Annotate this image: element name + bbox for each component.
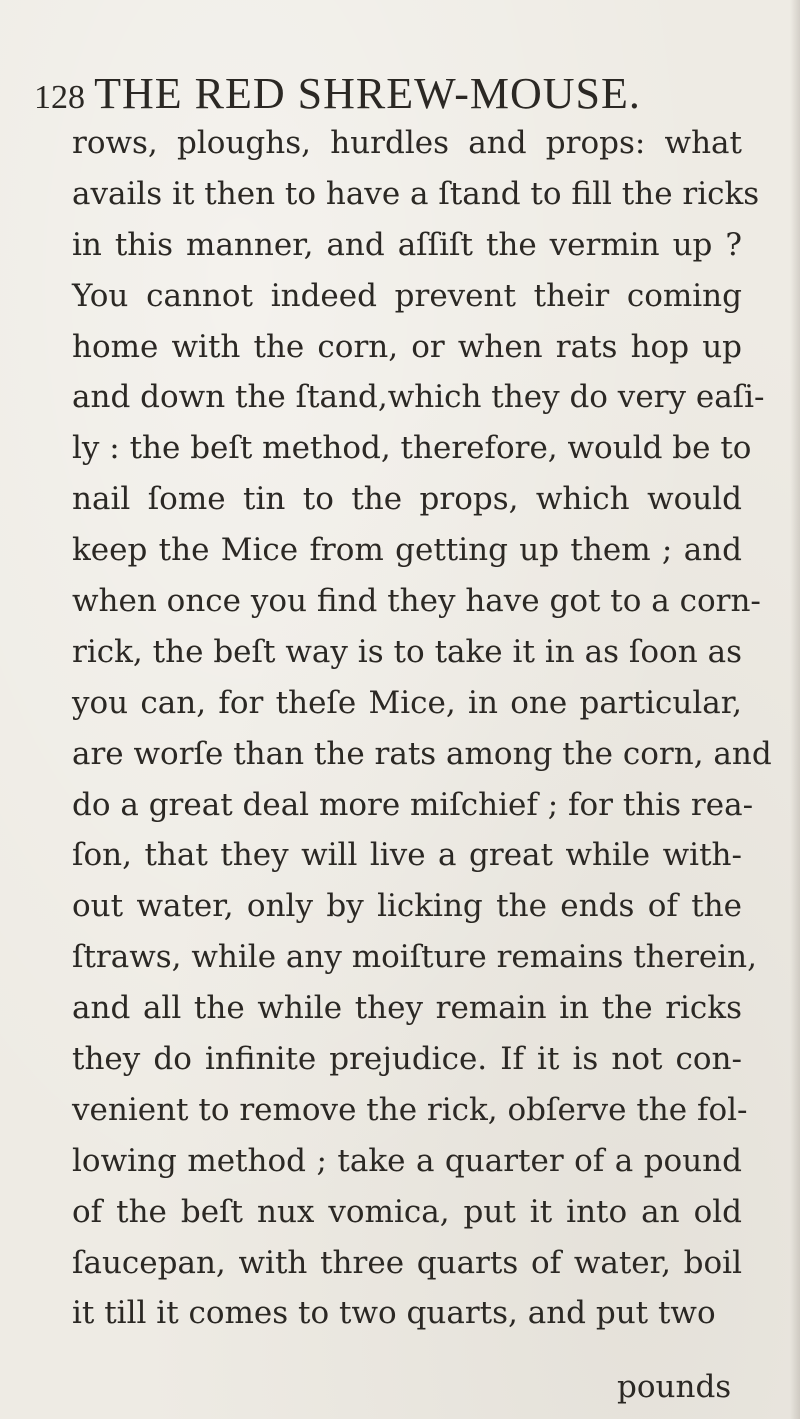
text-line: avails it then to have a ſtand to fill the ricks — [72, 175, 760, 212]
text-line: keep the Mice from getting up them ; and — [72, 532, 742, 569]
text-line: and all the while they remain in the ricks — [72, 990, 742, 1027]
text-line: do a great deal more miſchief ; for this rea- — [72, 786, 754, 823]
text-line: ſtraws, while any moiſture remains therein, — [72, 939, 757, 976]
text-line: in this manner, and aſſiſt the vermin up ? — [72, 226, 742, 263]
text-line: home with the corn, or when rats hop up — [72, 328, 742, 365]
text-line: ly : the beſt method, therefore, would be to — [72, 430, 752, 467]
text-line: of the beſt nux vomica, put it into an old — [72, 1193, 742, 1230]
text-line: and down the ſtand,which they do very eaſi- — [72, 379, 765, 416]
text-line: out water, only by licking the ends of the — [72, 888, 742, 925]
page-edge-shadow — [790, 0, 800, 1419]
text-line: it till it comes to two quarts, and put two — [72, 1295, 716, 1332]
text-line: nail ſome tin to the props, which would — [72, 481, 742, 518]
body-text — [72, 118, 772, 1339]
text-line: they do infinite prejudice. If it is not con- — [72, 1041, 742, 1078]
text-line: you can, for theſe Mice, in one particular, — [72, 684, 742, 721]
text-line: when once you find they have got to a corn- — [72, 583, 761, 620]
text-line: rick, the beſt way is to take it in as ſoon as — [72, 633, 742, 670]
running-head — [34, 68, 774, 120]
page-title: THE RED SHREW-MOUSE. — [94, 69, 641, 118]
text-line: lowing method ; take a quarter of a pound — [72, 1142, 742, 1179]
text-line: venient to remove the rick, obſerve the fol- — [72, 1091, 748, 1128]
catchword: pounds — [617, 1369, 732, 1405]
text-line: are worſe than the rats among the corn, and — [72, 735, 772, 772]
text-line: You cannot indeed prevent their coming — [72, 277, 742, 314]
text-line: ſaucepan, with three quarts of water, boil — [72, 1244, 742, 1281]
text-line: rows, ploughs, hurdles and props: what — [72, 125, 742, 161]
text-line: ſon, that they will live a great while with- — [72, 837, 742, 874]
page-number: 128 — [34, 79, 85, 116]
